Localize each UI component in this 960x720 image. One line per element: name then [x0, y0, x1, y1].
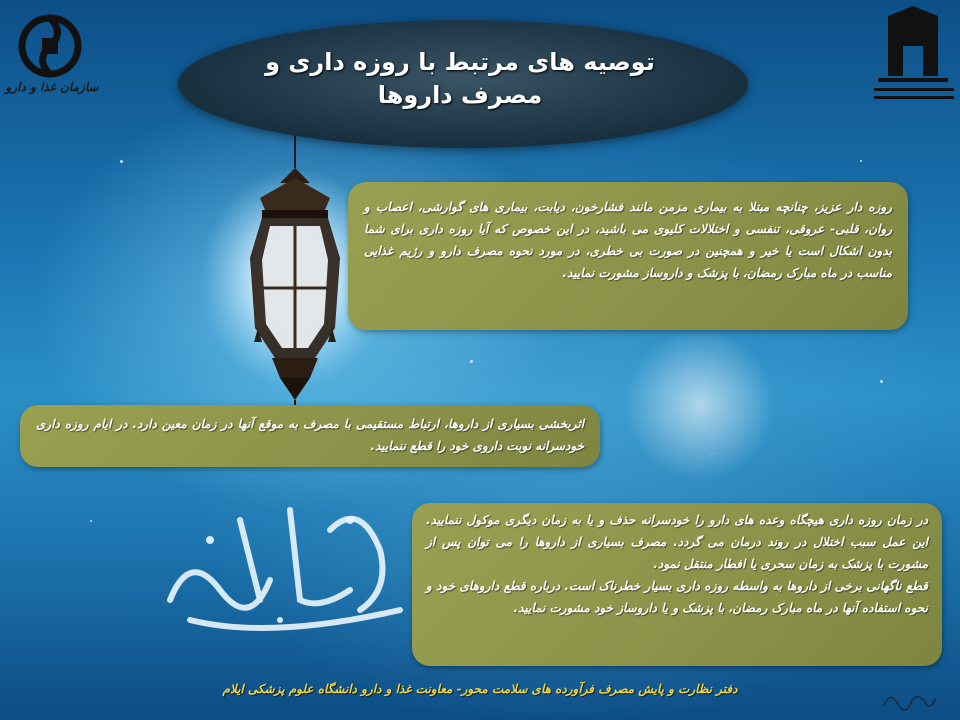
advice-box-timing: اثربخشی بسیاری از داروها، ارتباط مستقیمی با مصرف به موقع آنها در زمان معین دارد. در ایام روزه داری خودسرانه نوبت داروی خود را قطع ننمایید.	[20, 405, 600, 467]
sparkle	[880, 380, 883, 383]
crescent-moon	[625, 330, 775, 480]
sparkle	[120, 160, 123, 163]
signature	[880, 686, 940, 714]
sparkle	[860, 160, 862, 162]
advice-box-dosing	[412, 503, 942, 666]
ramadan-kareem-calligraphy	[150, 480, 420, 640]
advice-box-chronic-disease: روزه دار عزیز، چنانچه مبتلا به بیماری مزمن مانند فشارخون، دیابت، بیماری های گوارشی، اعصاب و روان، قلبی- عروقی، تنفسی و اختلالات کلیوی می باشید، در این خصوص که آیا روزه داری برای شما بدون اشکال است یا خیر و همچنین در صورت بی خطری، در مورد نحوه مصرف دارو و رژیم غذایی مناسب در ماه مبارک رمضان، با پزشک و داروساز مشورت نمایید.	[348, 182, 908, 330]
advice-paragraph: قطع ناگهانی برخی از داروها به واسطه روزه داری بسیار خطرناک است. درباره قطع داروهای خود و نحوه استفاده آنها در ماه مبارک رمضان، با پزشک و یا داروساز خود مشورت نمایید.	[426, 579, 928, 615]
sparkle	[90, 520, 92, 522]
sparkle	[470, 360, 473, 363]
slide-title	[230, 46, 690, 112]
title-line-2: مصرف داروها	[377, 81, 543, 109]
university-logo	[868, 6, 958, 106]
advice-paragraph: در زمان روزه داری هیچگاه وعده های دارو را خودسرانه حذف و یا به زمان دیگری موکول ننمایید. این عمل سبب اختلال در روند درمان می گردد. مصرف بسیاری از داروها را می توان پس از مشورت با پزشک به زمان سحری یا افطار منتقل نمود.	[426, 513, 928, 571]
footer-text: دفتر نظارت و پایش مصرف فرآورده های سلامت محور- معاونت غذا و دارو دانشگاه علوم پزشکی ایلام	[222, 682, 738, 696]
logo-left-caption: سازمان غذا و دارو	[5, 80, 99, 94]
title-line-1: توصیه های مرتبط با روزه داری و	[265, 48, 655, 76]
